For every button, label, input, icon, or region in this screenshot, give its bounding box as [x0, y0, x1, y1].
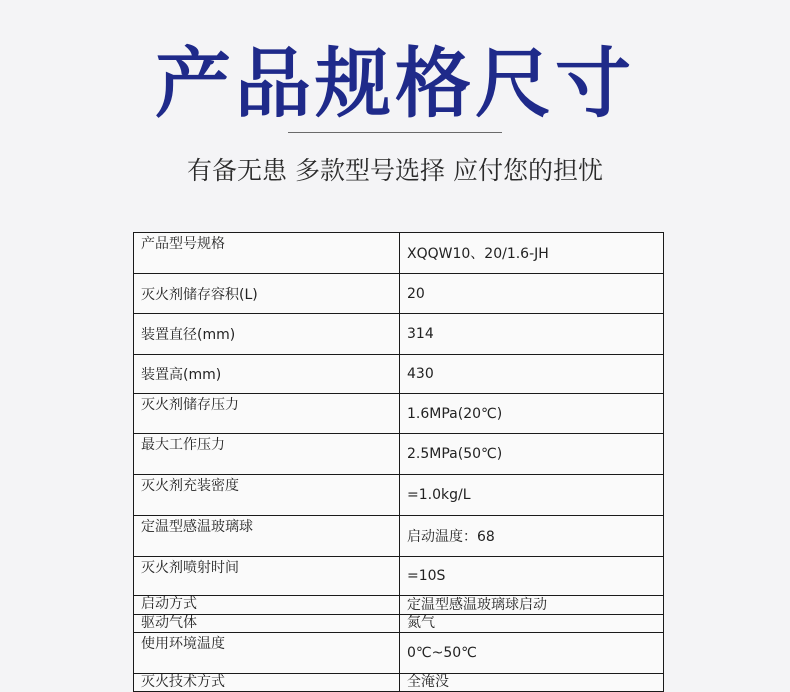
spec-label: 灭火剂储存压力	[134, 393, 400, 434]
table-row	[134, 434, 664, 475]
spec-value: 氮气	[400, 614, 664, 632]
spec-value: 启动温度：68	[400, 515, 664, 556]
spec-label: 驱动气体	[134, 614, 400, 632]
spec-value: 1.6MPa(20℃)	[400, 393, 664, 434]
table-row	[134, 515, 664, 556]
spec-value: =10S	[400, 556, 664, 596]
spec-table	[133, 232, 664, 692]
spec-label: 定温型感温玻璃球	[134, 515, 400, 556]
spec-label: 灭火技术方式	[134, 673, 400, 691]
spec-label: 产品型号规格	[134, 233, 400, 274]
spec-label: 装置高(mm)	[134, 355, 400, 394]
table-row	[134, 596, 664, 614]
page-title: 产品规格尺寸	[155, 39, 635, 128]
spec-value: 全淹没	[400, 673, 664, 691]
spec-label: 灭火剂喷射时间	[134, 556, 400, 596]
page-subtitle: 有备无患 多款型号选择 应付您的担忧	[187, 156, 603, 185]
spec-value: 0℃~50℃	[400, 632, 664, 673]
table-row	[134, 233, 664, 274]
table-row	[134, 632, 664, 673]
spec-label: 装置直径(mm)	[134, 314, 400, 355]
table-row	[134, 393, 664, 434]
table-row	[134, 556, 664, 596]
spec-value: 430	[400, 355, 664, 394]
table-row	[134, 475, 664, 516]
spec-value: 20	[400, 273, 664, 314]
table-row	[134, 355, 664, 394]
spec-value: 2.5MPa(50℃)	[400, 434, 664, 475]
spec-label: 使用环境温度	[134, 632, 400, 673]
spec-value: XQQW10、20/1.6-JH	[400, 233, 664, 274]
table-row	[134, 314, 664, 355]
spec-value: =1.0kg/L	[400, 475, 664, 516]
spec-label: 启动方式	[134, 596, 400, 614]
table-row	[134, 614, 664, 632]
title-divider	[288, 132, 502, 133]
table-row	[134, 273, 664, 314]
spec-label: 最大工作压力	[134, 434, 400, 475]
spec-label: 灭火剂充装密度	[134, 475, 400, 516]
spec-value: 定温型感温玻璃球启动	[400, 596, 664, 614]
spec-label: 灭火剂储存容积(L)	[134, 273, 400, 314]
spec-value: 314	[400, 314, 664, 355]
